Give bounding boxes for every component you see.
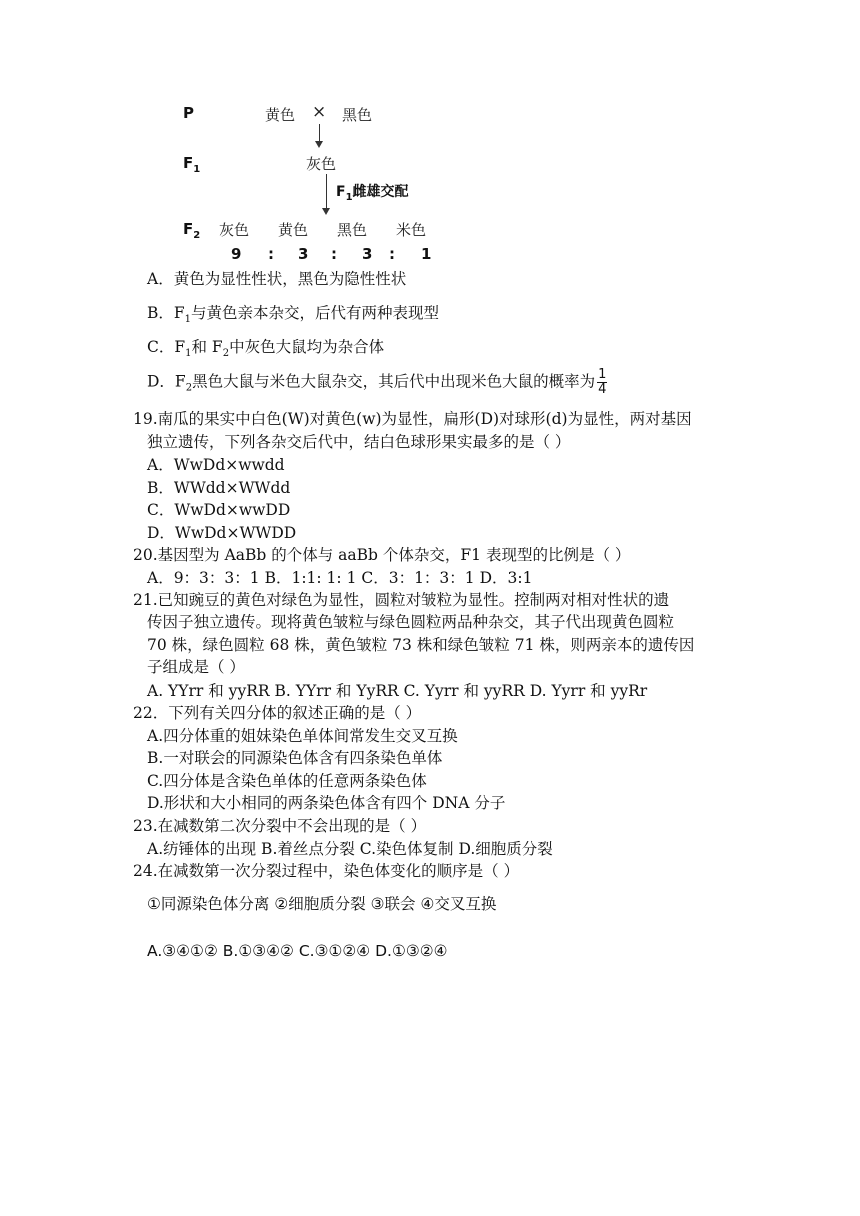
q18-option-a: A．黄色为显性性状，黑色为隐性性状: [147, 270, 407, 288]
f2-phenotype-2: 黄色: [278, 221, 309, 239]
q18-option-b: B．$F_1$与黄色亲本杂交，后代有两种表现型: [147, 304, 440, 326]
q22-option-a: A.四分体重的姐妹染色单体间常发生交叉互换: [147, 727, 458, 745]
p-right-phenotype: 黑色: [342, 106, 373, 124]
q18-option-d: D．$F_2$黑色大鼠与米色大鼠杂交，其后代中出现米色大鼠的概率为 $\frac{1}{4}$: [147, 367, 607, 397]
f2-phenotype-1: 灰色: [219, 221, 250, 239]
f1-cross-note: $F_1$雌雄交配: [336, 184, 409, 203]
q21-line-4: 子组成是（ ）: [147, 658, 245, 676]
ratio-2: 3: [298, 245, 309, 263]
q19-option-d: D．WwDd×WWDD: [147, 524, 297, 542]
fraction: $\frac{1}{4}$: [598, 367, 607, 397]
q23-options: A.纺锤体的出现 B.着丝点分裂 C.染色体复制 D.细胞质分裂: [147, 840, 553, 858]
q24-items: ①同源染色体分离 ②细胞质分裂 ③联会 ④交叉互换: [147, 895, 497, 913]
q22-option-b: B.一对联会的同源染色体含有四条染色单体: [147, 749, 443, 767]
arrowhead-p-f1: [315, 141, 323, 148]
ratio-3: 3: [362, 245, 373, 263]
ratio-1: 9: [231, 245, 242, 263]
q18-option-c: C．$F_1$和 $F_2$中灰色大鼠均为杂合体: [147, 338, 385, 360]
f1-phenotype: 灰色: [306, 155, 337, 173]
q19-option-a: A．WwDd×wwdd: [147, 456, 285, 474]
q21-options: A. YYrr 和 yyRR B. YYrr 和 YyRR C. Yyrr 和 yyRR D. Yyrr 和 yyRr: [147, 682, 648, 700]
p-left-phenotype: 黄色: [265, 106, 296, 124]
ratio-sep-1: :: [268, 245, 274, 263]
q19-option-c: C．WwDd×wwDD: [147, 501, 291, 519]
q20-line-1: 20.基因型为 AaBb 的个体与 aaBb 个体杂交，F1 表现型的比例是（ ）: [133, 546, 631, 564]
arrow-p-f1: [319, 124, 320, 142]
q24-line-1: 24.在减数第一次分裂过程中，染色体变化的顺序是（ ）: [133, 862, 520, 880]
ratio-sep-3: :: [389, 245, 395, 263]
q20-options: A．9：3：3：1 B．1:1: 1: 1 C．3：1：3：1 D．3:1: [147, 569, 533, 587]
f2-phenotype-3: 黑色: [337, 221, 368, 239]
f2-phenotype-4: 米色: [396, 221, 427, 239]
f1-label: $F_1$: [183, 154, 201, 175]
q22-option-c: C.四分体是含染色单体的任意两条染色体: [147, 772, 427, 790]
q21-line-2: 传因子独立遗传。现将黄色皱粒与绿色圆粒两品种杂交，其子代出现黄色圆粒: [147, 613, 675, 631]
q22-line-1: 22．下列有关四分体的叙述正确的是（ ）: [133, 704, 422, 722]
q21-line-1: 21.已知豌豆的黄色对绿色为显性，圆粒对皱粒为显性。控制两对相对性状的遗: [133, 591, 670, 609]
q23-line-1: 23.在减数第二次分裂中不会出现的是（ ）: [133, 817, 427, 835]
q19-line-1: 19.南瓜的果实中白色(W)对黄色(w)为显性，扁形(D)对球形(d)为显性，两对基因: [133, 410, 692, 428]
q24-options: A.③④①② B.①③④② C.③①②④ D.①③②④: [147, 942, 448, 960]
cross-symbol: ×: [312, 102, 327, 122]
q22-option-d: D.形状和大小相同的两条染色体含有四个 DNA 分子: [147, 794, 506, 812]
ratio-4: 1: [421, 245, 432, 263]
arrowhead-f1-f2: [322, 208, 330, 215]
ratio-sep-2: :: [331, 245, 337, 263]
q21-line-3: 70 株，绿色圆粒 68 株，黄色皱粒 73 株和绿色皱粒 71 株，则两亲本的遗传因: [147, 636, 695, 654]
arrow-f1-f2: [326, 174, 327, 210]
q19-line-2: 独立遗传，下列各杂交后代中，结白色球形果实最多的是（ ）: [147, 433, 571, 451]
p-label: P: [183, 104, 194, 122]
f2-label: $F_2$: [183, 220, 201, 241]
q19-option-b: B．WWdd×WWdd: [147, 479, 291, 497]
